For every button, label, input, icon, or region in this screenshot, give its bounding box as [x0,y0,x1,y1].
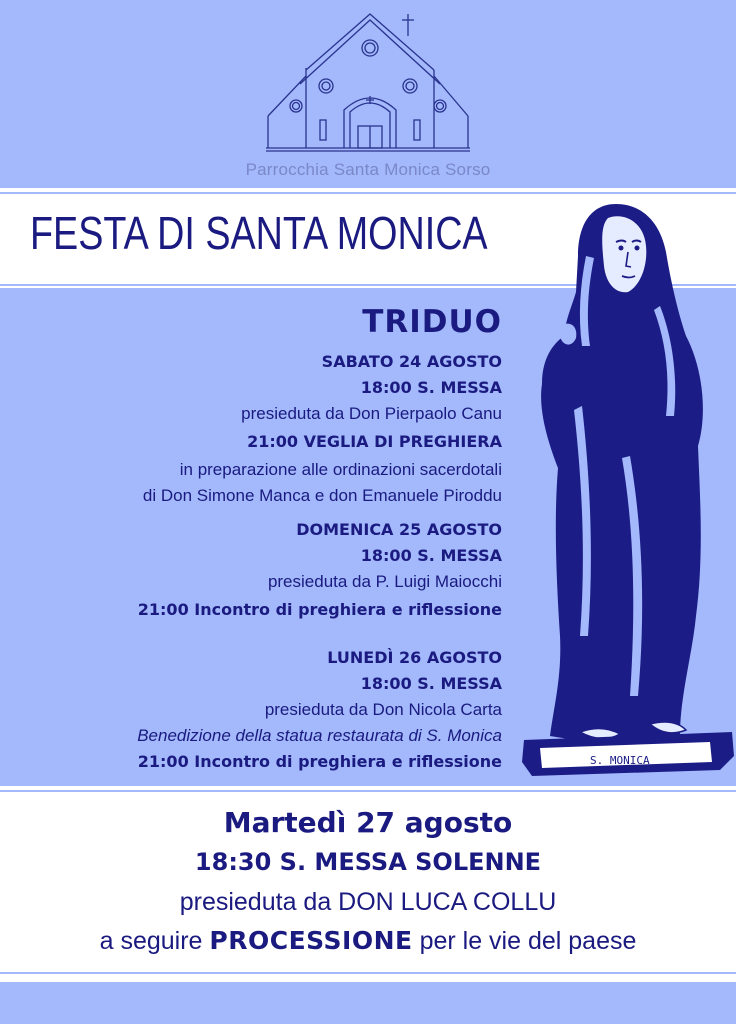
statue-base-label: S. MONICA [590,754,650,767]
evening-event: 21:00 Incontro di preghiera e riflessione [137,600,502,619]
mass-time: 18:00 S. MESSA [360,546,502,565]
church-logo-icon [262,8,474,168]
blessing-note: Benedizione della statua restaurata di S. Monica [137,726,502,745]
day-date: DOMENICA 25 AGOSTO [296,520,502,539]
finale-celebrant: presieduta da DON LUCA COLLU [179,888,557,916]
parish-name: Parrocchia Santa Monica Sorso [245,160,491,179]
celebrant: presieduta da Don Nicola Carta [264,700,502,719]
mass-time: 18:00 S. MESSA [360,378,502,397]
mass-time: 18:00 S. MESSA [360,674,502,693]
event-note: in preparazione alle ordinazioni sacerdotali [179,460,502,479]
divider [0,972,736,974]
saint-monica-statue-image [520,196,736,786]
festa-title: FESTA DI SANTA MONICA [30,207,488,259]
finale-mass: 18:30 S. MESSA SOLENNE [194,848,542,876]
evening-event: 21:00 Incontro di preghiera e riflessione [137,752,502,771]
evening-event: 21:00 VEGLIA DI PREGHIERA [247,432,502,451]
triduo-title: TRIDUO [362,304,502,340]
procession-line [0,926,736,956]
procession-prefix: a seguire [99,927,203,955]
celebrant: presieduta da P. Luigi Maiocchi [267,572,502,591]
finale-date: Martedì 27 agosto [223,806,513,839]
procession-suffix: per le vie del paese [419,927,637,955]
celebrant: presieduta da Don Pierpaolo Canu [241,404,502,423]
day-date: SABATO 24 AGOSTO [321,352,502,371]
divider [0,192,736,194]
divider [0,790,736,792]
day-date: LUNEDÌ 26 AGOSTO [327,648,502,667]
procession-word: PROCESSIONE [209,926,413,955]
footer-band [0,982,736,1024]
event-note: di Don Simone Manca e don Emanuele Piroddu [142,486,502,505]
